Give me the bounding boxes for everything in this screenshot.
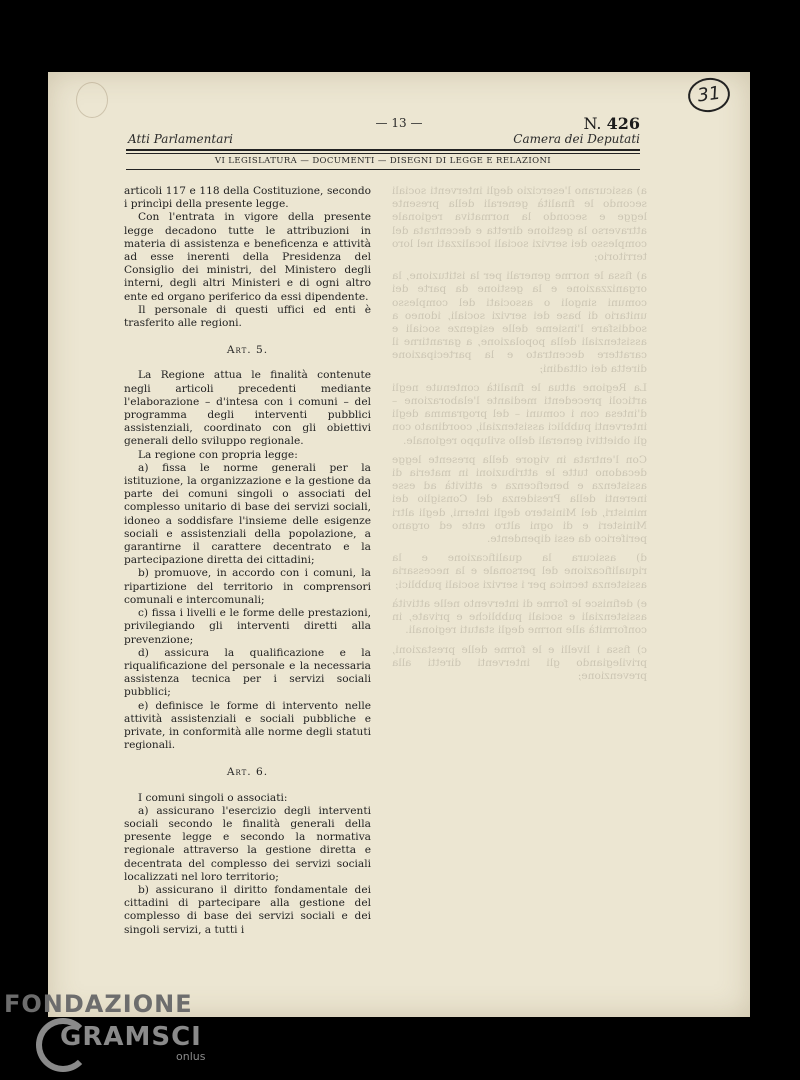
header-subtitle: VI LEGISLATURA — DOCUMENTI — DISEGNI DI LEGGE E RELAZIONI — [214, 156, 552, 166]
faded-stamp — [76, 82, 108, 118]
page-number: — 13 — — [375, 116, 423, 130]
handwritten-page-number: 31 — [686, 75, 732, 115]
paragraph: articoli 117 e 118 della Costituzione, secondo i princìpi della presente legge. — [124, 185, 371, 211]
bleed-through-line: c) fissa i livelli e le forme delle prestazioni, privilegiando gli interventi diretti alla prevenzione; — [392, 643, 647, 682]
list-item: a) fissa le norme generali per la istituzione, la organizzazione e la gestione da parte dei comuni singoli o associati del complesso unitario di base dei servizi sociali, idoneo a soddisfare l'insieme delle esigenze sociali e assistenziali della popolazione, a garantirne il carattere decentrato e la partecipazione diretta dei cittadini; — [124, 461, 371, 567]
bleed-through-line: a) assicurano l'esercizio degli interventi sociali secondo le finalità generali della presente legge e secondo la normativa regionale attraverso la gestione diretta e decentrata del complesso dei servizi sociali localizzati nel loro territorio; — [392, 185, 647, 264]
bleed-through-line: Con l'entrata in vigore della presente legge decadono tutte le attribuzioni in materia di assistenza e beneficenza e attività ad esse inerenti della Presidenza del Consiglio dei ministri, del Ministero degli interni, degli altri Ministeri e di ogni altro ente ed organo periferico da essi dipendente. — [392, 453, 647, 546]
bleed-through-text — [392, 185, 647, 689]
article-heading: Art. 6. — [226, 766, 269, 779]
watermark-onlus: onlus — [176, 1050, 206, 1063]
bleed-through-line: e) definisce le forme di intervento nelle attività assistenziali e sociali pubbliche e private, in conformità alle norme degli statuti regionali. — [392, 597, 647, 637]
header-left: Atti Parlamentari — [128, 132, 233, 146]
header-rule — [126, 153, 640, 154]
bleed-through-line: a) fissa le norme generali per la istituzione, la organizzazione e la gestione da parte dei comuni singoli o associati del complesso unitario di base dei servizi sociali, idoneo a soddisfare l'insieme delle esigenze sociali e assistenziali della popolazione, a garantirne il carattere decentrato e la partecipazione diretta dei cittadini; — [392, 270, 647, 375]
header-rule — [126, 149, 640, 151]
bleed-through-line: La Regione attua le finalità contenute negli articoli precedenti mediante l'elaborazione – d'intesa con i comuni – del programma degli interventi pubblici assistenziali, coordinato con gli obiettivi generali dello sviluppo regionale. — [392, 381, 647, 447]
watermark-gramsci: GRAMSCI — [60, 1022, 202, 1052]
list-item: b) assicurano il diritto fondamentale dei cittadini di partecipare alla gestione del complesso di base dei servizi sociali e dei singoli servizi, a tutti i — [124, 883, 371, 936]
header-rule — [126, 169, 640, 170]
list-item: a) assicurano l'esercizio degli interventi sociali secondo le finalità generali della presente legge e secondo la normativa regionale attraverso la gestione diretta e decentrata del complesso dei servizi sociali localizzati nel loro territorio; — [124, 804, 371, 883]
document-page — [48, 72, 750, 1017]
article-heading: Art. 5. — [226, 344, 269, 357]
watermark-foundation: FONDAZIONE — [4, 990, 193, 1018]
list-item: b) promuove, in accordo con i comuni, la ripartizione del territorio in comprensori comunali e intercomunali; — [124, 567, 371, 606]
doc-prefix: N. — [583, 114, 602, 133]
list-item: d) assicura la qualificazione e la riqualificazione del personale e la necessaria assistenza tecnica per i servizi sociali pubblici; — [124, 646, 371, 699]
list-item: c) fissa i livelli e le forme delle prestazioni, privilegiando gli interventi diretti alla prevenzione; — [124, 607, 371, 646]
paragraph: La regione con propria legge: — [138, 448, 298, 461]
paragraph: Il personale di questi uffici ed enti è trasferito alle regioni. — [124, 303, 371, 330]
paragraph: Con l'entrata in vigore della presente legge decadono tutte le attribuzioni in materia di assistenza e beneficenza e attività ad esse inerenti della Presidenza del Consiglio dei ministri, del Ministero degli interni, degli altri Ministeri e di ogni altro ente ed organo periferico da essi dipendente. — [124, 211, 371, 303]
paragraph: I comuni singoli o associati: — [138, 791, 288, 804]
left-column — [124, 185, 371, 937]
document-number — [583, 114, 640, 133]
list-item: e) definisce le forme di intervento nelle attività assistenziali e sociali pubbliche e private, in conformità alle norme degli statuti regionali. — [124, 699, 371, 752]
header-right: Camera dei Deputati — [513, 132, 640, 146]
bleed-through-line: d) assicura la qualificazione e la riqualificazione del personale e la necessaria assistenza tecnica per i servizi sociali pubblici; — [392, 552, 647, 591]
doc-number: 426 — [606, 114, 640, 133]
paragraph: La Regione attua le finalità contenute negli articoli precedenti mediante l'elaborazione – d'intesa con i comuni – del programma degli interventi pubblici assistenziali, coordinato con gli obiettivi generali dello sviluppo regionale. — [124, 369, 371, 448]
